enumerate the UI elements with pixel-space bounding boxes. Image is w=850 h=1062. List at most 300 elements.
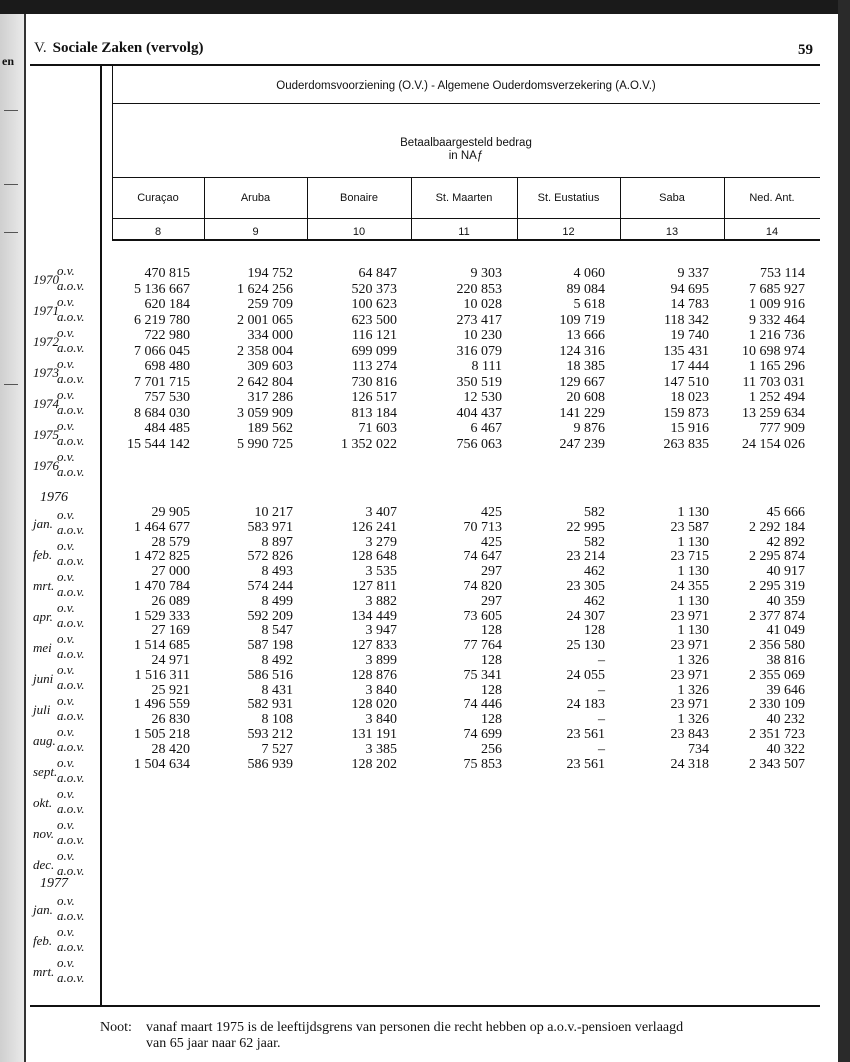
table-cell: 753 114 (760, 266, 805, 281)
table-cell: 1 505 218 (134, 727, 190, 742)
table-cell: 220 853 (456, 281, 502, 297)
table-cell: 404 437 (456, 405, 502, 421)
table-cell: 2 292 184 (749, 519, 805, 535)
row-label-ov: o.v. (57, 817, 75, 832)
table-cell: 2 295 319 (749, 579, 805, 594)
row-group-label: mrt. (33, 964, 55, 979)
table-cell: 1 216 736 (749, 328, 805, 343)
table-cell: 699 099 (351, 343, 397, 359)
row-label-aov: a.o.v. (57, 770, 85, 785)
table-cell: 129 667 (559, 374, 605, 390)
table-cell: 3 840 (365, 682, 397, 698)
row-label-ov: o.v. (57, 507, 75, 522)
row-label-aov: a.o.v. (57, 832, 85, 847)
table-cell: 10 230 (463, 328, 502, 343)
table-cell: 756 063 (456, 436, 502, 452)
table-cell: 14 783 (670, 297, 709, 312)
table-cell: 582 (584, 534, 605, 550)
table-cell: 263 835 (663, 436, 709, 452)
table-cell: 317 286 (247, 390, 293, 405)
page-number: 59 (798, 42, 813, 58)
table-cell: 24 307 (566, 608, 605, 624)
column-header: Curaçao (137, 192, 179, 204)
row-label-ov: o.v. (57, 631, 75, 646)
table-cell: 64 847 (358, 266, 397, 281)
table-cell: 71 603 (358, 421, 397, 436)
table-cell: 24 318 (670, 756, 709, 772)
table-cell: 7 527 (261, 741, 293, 757)
table-cell: 77 764 (463, 638, 502, 654)
row-group-label: okt. (33, 795, 53, 810)
column-number: 12 (562, 226, 575, 238)
table-cell: 94 695 (670, 281, 709, 297)
table-cell: 74 820 (463, 579, 502, 594)
table-cell: 15 916 (670, 421, 709, 436)
table-cell: 3 407 (365, 505, 397, 520)
row-label-ov: o.v. (57, 924, 75, 939)
column-header: St. Eustatius (537, 192, 600, 204)
table-cell: 26 089 (151, 593, 190, 609)
table-cell: 40 359 (766, 593, 805, 609)
table-cell: 7 685 927 (749, 281, 805, 297)
table-cell: 18 385 (566, 359, 605, 374)
row-group-label: mei (33, 640, 52, 655)
row-group-label: 1972 (33, 334, 59, 349)
table-cell: 28 579 (151, 534, 190, 550)
table-cell: – (598, 741, 605, 757)
table-cell: 698 480 (144, 359, 190, 374)
rule (112, 177, 820, 178)
table-cell: 2 356 580 (749, 638, 805, 654)
footnote-line-1: vanaf maart 1975 is de leeftijdsgrens van personen die recht hebben op a.o.v.-pensioen verlaagd (146, 1020, 684, 1035)
table-cell: 128 648 (351, 549, 397, 565)
row-label-aov: a.o.v. (57, 615, 85, 630)
footnote (100, 1020, 683, 1052)
table-cell: 11 703 031 (742, 374, 805, 390)
table-cell: 19 740 (670, 328, 709, 343)
table-cell: 8 897 (261, 534, 293, 550)
table-cell: 2 351 723 (749, 727, 805, 742)
table-cell: 24 355 (670, 579, 709, 594)
column-number: 14 (765, 226, 779, 238)
row-label-ov: o.v. (57, 356, 75, 371)
table-cell: 26 830 (151, 712, 190, 728)
table-cell: 470 815 (144, 266, 190, 281)
table-cell: 1 496 559 (134, 697, 190, 713)
table-cell: 1 529 333 (134, 608, 190, 624)
table-cell: 17 444 (670, 359, 709, 374)
table-cell: 159 873 (663, 405, 709, 421)
amount-heading: Betaalbaargesteld bedrag (400, 137, 532, 149)
column-number: 9 (252, 226, 259, 238)
row-group-label: juli (33, 702, 51, 717)
table-cell: 1 326 (677, 653, 709, 668)
table-cell: 20 608 (566, 390, 605, 405)
table-cell: 2 295 874 (749, 549, 805, 565)
table-cell: 25 921 (151, 682, 190, 698)
scan-border-right (838, 0, 850, 1062)
table-cell: 2 355 069 (749, 667, 805, 683)
table-cell: 27 000 (151, 564, 190, 580)
table-cell: 9 876 (573, 421, 605, 436)
table-cell: 75 341 (463, 667, 502, 683)
row-label-ov: o.v. (57, 538, 75, 553)
row-label-aov: a.o.v. (57, 402, 85, 417)
currency-heading: in NAƒ (448, 150, 484, 162)
table-cell: 41 049 (766, 623, 805, 639)
row-group-label: sept. (33, 764, 58, 779)
row-label-ov: o.v. (57, 294, 75, 309)
row-label-ov: o.v. (57, 569, 75, 584)
column-number: 11 (458, 226, 470, 238)
table-cell: 2 642 804 (237, 374, 293, 390)
table-cell: 89 084 (566, 281, 605, 297)
table-cell: 45 666 (766, 505, 805, 520)
row-label-ov: o.v. (57, 263, 75, 278)
table-cell: 8 547 (261, 623, 293, 639)
table-cell: 194 752 (247, 266, 293, 281)
table-cell: 8 108 (261, 712, 293, 728)
table-cell: 582 (584, 505, 605, 520)
footnote-line-2: van 65 jaar naar 62 jaar. (146, 1036, 281, 1051)
table-cell: 1 352 022 (341, 436, 397, 452)
table-cell: – (598, 682, 605, 698)
table-cell: 1 516 311 (134, 667, 190, 683)
table-cell: 74 647 (463, 549, 502, 565)
table-cell: 259 709 (247, 297, 293, 312)
column-number: 10 (352, 226, 366, 238)
row-label-ov: o.v. (57, 848, 75, 863)
row-label-aov: a.o.v. (57, 801, 85, 816)
table-cell: 74 699 (463, 727, 502, 742)
table-cell: 147 510 (663, 374, 709, 390)
table-cell: 777 909 (759, 421, 805, 436)
table-cell: 574 244 (247, 579, 293, 594)
row-group-label: feb. (33, 933, 53, 948)
table-cell: 127 833 (351, 638, 397, 654)
table-cell: 1 165 296 (749, 359, 805, 374)
table-cell: – (598, 712, 605, 728)
table-cell: 9 303 (470, 266, 502, 281)
rule (112, 218, 820, 219)
table-cell: 27 169 (151, 623, 190, 639)
row-label-ov: o.v. (57, 449, 75, 464)
row-label-ov: o.v. (57, 786, 75, 801)
table-cell: 10 217 (254, 505, 293, 520)
table-cell: 6 467 (470, 421, 502, 436)
table-cell: 73 605 (463, 608, 502, 624)
table-cell: 70 713 (463, 519, 502, 535)
table-cell: 582 931 (247, 697, 293, 713)
table-cell: 247 239 (559, 436, 605, 452)
table-cell: 126 517 (351, 390, 397, 405)
table-cell: 3 059 909 (237, 405, 293, 421)
table-cell: 587 198 (247, 638, 293, 654)
row-group-label: dec. (33, 857, 55, 872)
table-cell: 24 154 026 (742, 436, 805, 452)
row-group-label: 1973 (33, 365, 59, 380)
column-header: Aruba (240, 192, 271, 204)
table-cell: 128 876 (351, 667, 397, 683)
table-cell: 38 816 (766, 653, 805, 668)
table-cell: 23 971 (670, 667, 709, 683)
table-cell: 8 492 (261, 653, 293, 668)
column-header: St. Maarten (435, 192, 493, 204)
column-number: 13 (665, 226, 679, 238)
table-cell: 256 (481, 741, 502, 757)
section-header (34, 40, 203, 57)
row-label-aov: a.o.v. (57, 553, 85, 568)
table-cell: 3 899 (365, 653, 397, 668)
column-header: Ned. Ant. (749, 192, 795, 204)
table-cell: 1 470 784 (134, 579, 190, 594)
table-cell: 1 130 (677, 593, 709, 609)
table-cell: 3 947 (365, 623, 397, 639)
table-cell: 3 840 (365, 712, 397, 728)
table-cell: 1 504 634 (134, 756, 190, 772)
row-group-label: 1970 (33, 272, 59, 287)
row-label-ov: o.v. (57, 325, 75, 340)
page-gutter-line (24, 14, 26, 1062)
table-cell: 8 431 (261, 682, 293, 698)
table-cell: 141 229 (559, 405, 605, 421)
table-cell: 5 136 667 (134, 281, 190, 297)
table-cell: 3 279 (365, 534, 397, 550)
table-cell: 128 (481, 653, 502, 668)
table-cell: 1 130 (677, 505, 709, 520)
row-group-label: jan. (33, 902, 53, 917)
table-cell: 23 715 (670, 549, 709, 565)
table-cell: 2 001 065 (237, 312, 293, 328)
table-cell: 39 646 (766, 682, 805, 698)
table-cell: 334 000 (247, 328, 293, 343)
column-header: Bonaire (340, 192, 378, 204)
table-cell: 18 023 (670, 390, 709, 405)
table-bottom-rule (30, 1005, 820, 1007)
table-cell: 593 212 (247, 727, 293, 742)
scan-border-top (0, 0, 850, 14)
table-cell: 40 917 (766, 564, 805, 580)
row-group-label: feb. (33, 547, 53, 562)
table-cell: 12 530 (463, 390, 502, 405)
table-cell: 1 326 (677, 712, 709, 728)
table-cell: 520 373 (351, 281, 397, 297)
table-cell: 23 305 (566, 579, 605, 594)
row-label-aov: a.o.v. (57, 278, 85, 293)
table-cell: 623 500 (351, 312, 397, 328)
table-cell: 24 183 (566, 697, 605, 713)
table-cell: 620 184 (144, 297, 190, 312)
table-cell: 15 544 142 (127, 436, 190, 452)
rule (112, 239, 820, 241)
table-cell: 297 (481, 564, 502, 580)
table-cell: 25 130 (566, 638, 605, 654)
table-cell: 10 028 (463, 297, 502, 312)
table-cell: 23 561 (566, 756, 605, 772)
table-cell: 1 130 (677, 534, 709, 550)
table-cell: 583 971 (247, 519, 293, 535)
table-cell: 126 241 (351, 519, 397, 535)
table-cell: 1 326 (677, 682, 709, 698)
table-cell: 3 882 (365, 593, 397, 609)
footnote-label: Noot: (100, 1020, 132, 1035)
table-cell: 1 464 677 (134, 519, 190, 535)
table-cell: 425 (481, 505, 502, 520)
table-cell: 572 826 (247, 549, 293, 565)
table-cell: 4 060 (573, 266, 605, 281)
table-cell: 128 (481, 623, 502, 639)
table-cell: 13 666 (566, 328, 605, 343)
table-cell: 462 (584, 593, 605, 609)
row-group-label: juni (33, 671, 54, 686)
table-cell: 2 358 004 (237, 343, 293, 359)
table-cell: 128 020 (351, 697, 397, 713)
row-group-label: aug. (33, 733, 56, 748)
table-cell: 592 209 (247, 608, 293, 624)
table-cell: 116 121 (352, 328, 397, 343)
row-group-label: mrt. (33, 578, 55, 593)
table-cell: 316 079 (456, 343, 502, 359)
table-cell: 297 (481, 593, 502, 609)
row-group-label: 1971 (33, 303, 59, 318)
row-label-aov: a.o.v. (57, 340, 85, 355)
row-label-ov: o.v. (57, 955, 75, 970)
row-label-aov: a.o.v. (57, 939, 85, 954)
row-label-aov: a.o.v. (57, 739, 85, 754)
table-cell: 23 971 (670, 697, 709, 713)
row-label-ov: o.v. (57, 755, 75, 770)
table-cell: 1 472 825 (134, 549, 190, 565)
row-label-ov: o.v. (57, 418, 75, 433)
table-cell: 5 618 (573, 297, 605, 312)
table-cell: 74 446 (463, 697, 502, 713)
table-cell: 8 111 (471, 359, 502, 374)
section-title: Sociale Zaken (vervolg) (52, 40, 204, 56)
table-cell: 1 130 (677, 623, 709, 639)
table-title: Ouderdomsvoorziening (O.V.) - Algemene Ouderdomsverzekering (A.O.V.) (276, 80, 656, 92)
table-cell: – (598, 653, 605, 668)
row-label-aov: a.o.v. (57, 863, 85, 878)
table-cell: 23 561 (566, 727, 605, 742)
table-cell: 29 905 (151, 505, 190, 520)
row-group-label: jan. (33, 516, 53, 531)
row-group-label: apr. (33, 609, 53, 624)
table-cell: 23 971 (670, 638, 709, 654)
table-cell: 2 343 507 (749, 756, 805, 772)
table-cell: 3 535 (365, 564, 397, 580)
table-cell: 1 624 256 (237, 281, 293, 297)
table-cell: 722 980 (144, 328, 190, 343)
table-cell: 131 191 (351, 727, 397, 742)
row-group-label: nov. (33, 826, 55, 841)
row-label-aov: a.o.v. (57, 464, 85, 479)
table-cell: 128 (481, 712, 502, 728)
row-label-aov: a.o.v. (57, 309, 85, 324)
table-cell: 113 274 (352, 359, 397, 374)
row-label-aov: a.o.v. (57, 371, 85, 386)
table-cell: 6 219 780 (134, 312, 190, 328)
table-cell: 425 (481, 534, 502, 550)
table-cell: 1 252 494 (749, 390, 805, 405)
table-cell: 23 971 (670, 608, 709, 624)
column-header: Saba (659, 192, 685, 204)
row-group-label: 1976 (33, 458, 59, 473)
table-cell: 23 587 (670, 519, 709, 535)
table-cell: 273 417 (456, 312, 502, 328)
table-cell: 3 385 (365, 741, 397, 757)
table-cell: 128 (584, 623, 605, 639)
row-label-ov: o.v. (57, 724, 75, 739)
table-cell: 1 130 (677, 564, 709, 580)
table-cell: 350 519 (456, 374, 502, 390)
rule (112, 103, 820, 104)
table-cell: 730 816 (351, 374, 397, 390)
column-number: 8 (154, 226, 162, 238)
header-rule (30, 64, 820, 66)
row-label-aov: a.o.v. (57, 970, 85, 985)
table-cell: 134 449 (351, 608, 397, 624)
table-cell: 10 698 974 (742, 343, 805, 359)
table-cell: 8 684 030 (134, 405, 190, 421)
row-label-aov: a.o.v. (57, 433, 85, 448)
row-label-aov: a.o.v. (57, 908, 85, 923)
table-cell: 128 202 (351, 756, 397, 772)
table-cell: 135 431 (663, 343, 709, 359)
row-group-label: 1974 (33, 396, 59, 411)
table-cell: 5 990 725 (237, 436, 293, 452)
table-cell: 757 530 (144, 390, 190, 405)
table-cell: 40 232 (766, 712, 805, 728)
table-cell: 189 562 (247, 421, 293, 436)
table-cell: 9 337 (677, 266, 709, 281)
table-cell: 734 (688, 741, 709, 757)
row-label-ov: o.v. (57, 662, 75, 677)
row-label-ov: o.v. (57, 893, 75, 908)
row-label-aov: a.o.v. (57, 522, 85, 537)
table-cell: 124 316 (559, 343, 605, 359)
table-cell: 100 623 (351, 297, 397, 312)
table-cell: 24 055 (566, 667, 605, 683)
table-cell: 586 516 (247, 667, 293, 683)
year-heading-1976: 1976 (40, 490, 68, 505)
table-cell: 2 330 109 (749, 697, 805, 713)
table-cell: 75 853 (463, 756, 502, 772)
adjacent-page-edge (0, 14, 24, 1062)
table-cell: 8 493 (261, 564, 293, 580)
table-cell: 2 377 874 (749, 608, 805, 624)
table-cell: 127 811 (352, 579, 397, 594)
table-cell: 586 939 (247, 756, 293, 772)
table-cell: 40 322 (766, 741, 805, 757)
row-label-aov: a.o.v. (57, 584, 85, 599)
row-label-aov: a.o.v. (57, 708, 85, 723)
row-label-aov: a.o.v. (57, 646, 85, 661)
adjacent-page-fragment: en (2, 54, 14, 68)
table-cell: 1 009 916 (749, 297, 805, 312)
table-cell: 462 (584, 564, 605, 580)
table-cell: 109 719 (559, 312, 605, 328)
table-cell: 42 892 (766, 534, 805, 550)
table-cell: 8 499 (261, 593, 293, 609)
table-cell: 13 259 634 (742, 405, 805, 421)
table-cell: 24 971 (151, 653, 190, 668)
section-number: V. (34, 40, 47, 56)
table-cell: 28 420 (151, 741, 190, 757)
table-cell: 22 995 (566, 519, 605, 535)
table-cell: 309 603 (247, 359, 293, 374)
table-cell: 23 843 (670, 727, 709, 742)
row-label-ov: o.v. (57, 387, 75, 402)
